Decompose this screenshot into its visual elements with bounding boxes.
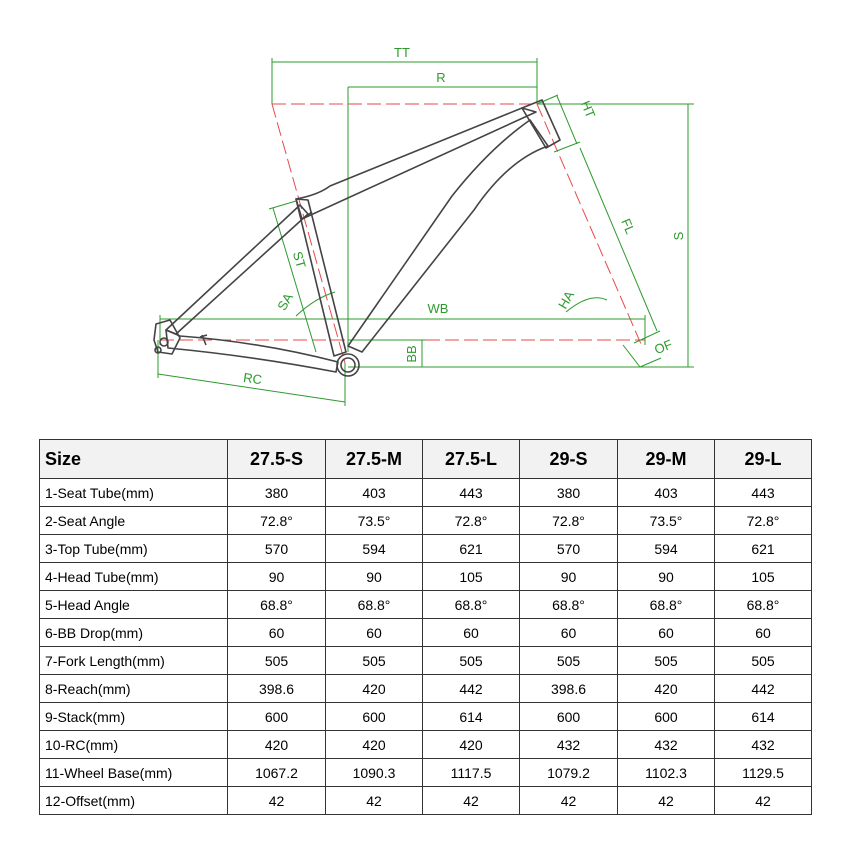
value-cell: 72.8° — [520, 507, 618, 535]
value-cell: 398.6 — [228, 675, 326, 703]
row-label-cell: 4-Head Tube(mm) — [40, 563, 228, 591]
table-row — [40, 535, 812, 563]
header-cell: 27.5-M — [326, 440, 423, 479]
seat-tube-centerline — [272, 104, 345, 363]
down-tube — [348, 120, 548, 352]
reach-label: R — [436, 70, 446, 85]
value-cell: 570 — [228, 535, 326, 563]
value-cell: 600 — [618, 703, 715, 731]
value-cell: 442 — [715, 675, 812, 703]
value-cell: 90 — [228, 563, 326, 591]
value-cell: 432 — [520, 731, 618, 759]
value-cell: 60 — [228, 619, 326, 647]
value-cell: 420 — [423, 731, 520, 759]
table-body — [40, 479, 812, 815]
seat-stay — [166, 205, 308, 334]
value-cell: 72.8° — [228, 507, 326, 535]
value-cell: 600 — [520, 703, 618, 731]
value-cell: 42 — [423, 787, 520, 815]
value-cell: 443 — [423, 479, 520, 507]
stack-label: S — [671, 231, 686, 241]
table-row — [40, 619, 812, 647]
value-cell: 73.5° — [326, 507, 423, 535]
value-cell: 621 — [715, 535, 812, 563]
offset-label: OF — [652, 336, 675, 358]
value-cell: 105 — [715, 563, 812, 591]
head-tube-label: HT — [577, 98, 599, 121]
header-cell: 29-L — [715, 440, 812, 479]
head-tube-dimension-line — [557, 96, 577, 144]
header-cell: 27.5-S — [228, 440, 326, 479]
value-cell: 420 — [326, 675, 423, 703]
value-cell: 614 — [715, 703, 812, 731]
value-cell: 42 — [326, 787, 423, 815]
value-cell: 432 — [715, 731, 812, 759]
value-cell: 90 — [520, 563, 618, 591]
fork-length-label: FL — [618, 216, 639, 237]
row-label-cell: 2-Seat Angle — [40, 507, 228, 535]
offset-dimension-line — [623, 345, 640, 367]
value-cell: 594 — [326, 535, 423, 563]
value-cell: 614 — [423, 703, 520, 731]
value-cell: 72.8° — [423, 507, 520, 535]
value-cell: 60 — [326, 619, 423, 647]
chainstay-label: RC — [242, 369, 263, 388]
table-row — [40, 507, 812, 535]
value-cell: 1079.2 — [520, 759, 618, 787]
value-cell: 600 — [228, 703, 326, 731]
table-row — [40, 731, 812, 759]
table-row — [40, 563, 812, 591]
value-cell: 505 — [618, 647, 715, 675]
value-cell: 68.8° — [618, 591, 715, 619]
value-cell: 505 — [423, 647, 520, 675]
value-cell: 60 — [618, 619, 715, 647]
value-cell: 621 — [423, 535, 520, 563]
row-label-cell: 7-Fork Length(mm) — [40, 647, 228, 675]
value-cell: 443 — [715, 479, 812, 507]
value-cell: 105 — [423, 563, 520, 591]
value-cell: 68.8° — [326, 591, 423, 619]
center-lines — [160, 104, 645, 363]
row-label-cell: 6-BB Drop(mm) — [40, 619, 228, 647]
seat-tube-dimension-line — [273, 208, 316, 352]
value-cell: 600 — [326, 703, 423, 731]
value-cell: 73.5° — [618, 507, 715, 535]
dimension-lines — [158, 58, 694, 406]
value-cell: 505 — [520, 647, 618, 675]
table-header-row — [40, 440, 812, 479]
value-cell: 420 — [618, 675, 715, 703]
row-label-cell: 10-RC(mm) — [40, 731, 228, 759]
value-cell: 42 — [520, 787, 618, 815]
value-cell: 68.8° — [423, 591, 520, 619]
value-cell: 420 — [228, 731, 326, 759]
head-tube — [522, 100, 560, 148]
geometry-table — [39, 439, 812, 815]
value-cell: 505 — [228, 647, 326, 675]
table-row — [40, 703, 812, 731]
value-cell: 442 — [423, 675, 520, 703]
row-label-cell: 11-Wheel Base(mm) — [40, 759, 228, 787]
value-cell: 1117.5 — [423, 759, 520, 787]
table-row — [40, 675, 812, 703]
fork-length-dimension-line — [580, 148, 657, 331]
value-cell: 60 — [423, 619, 520, 647]
chain-stay — [166, 330, 338, 372]
value-cell: 42 — [228, 787, 326, 815]
value-cell: 380 — [228, 479, 326, 507]
table-row — [40, 787, 812, 815]
bb-drop-label: BB — [404, 345, 419, 363]
value-cell: 594 — [618, 535, 715, 563]
table-row — [40, 759, 812, 787]
value-cell: 1129.5 — [715, 759, 812, 787]
row-label-cell: 3-Top Tube(mm) — [40, 535, 228, 563]
value-cell: 1102.3 — [618, 759, 715, 787]
header-cell: Size — [40, 440, 228, 479]
row-label-cell: 8-Reach(mm) — [40, 675, 228, 703]
table-row — [40, 647, 812, 675]
value-cell: 72.8° — [715, 507, 812, 535]
table-row — [40, 591, 812, 619]
value-cell: 570 — [520, 535, 618, 563]
bike-frame — [154, 100, 560, 376]
row-label-cell: 5-Head Angle — [40, 591, 228, 619]
value-cell: 398.6 — [520, 675, 618, 703]
value-cell: 68.8° — [715, 591, 812, 619]
header-cell: 29-S — [520, 440, 618, 479]
value-cell: 68.8° — [228, 591, 326, 619]
value-cell: 68.8° — [520, 591, 618, 619]
value-cell: 90 — [618, 563, 715, 591]
row-label-cell: 1-Seat Tube(mm) — [40, 479, 228, 507]
header-cell: 29-M — [618, 440, 715, 479]
table-row — [40, 479, 812, 507]
value-cell: 60 — [520, 619, 618, 647]
value-cell: 505 — [715, 647, 812, 675]
head-angle-label: HA — [555, 288, 578, 312]
value-cell: 1090.3 — [326, 759, 423, 787]
value-cell: 403 — [326, 479, 423, 507]
row-label-cell: 12-Offset(mm) — [40, 787, 228, 815]
value-cell: 60 — [715, 619, 812, 647]
value-cell: 403 — [618, 479, 715, 507]
header-cell: 27.5-L — [423, 440, 520, 479]
value-cell: 432 — [618, 731, 715, 759]
seat-tube-label: ST — [289, 249, 309, 270]
value-cell: 42 — [715, 787, 812, 815]
value-cell: 90 — [326, 563, 423, 591]
seat-angle-label: SA — [274, 290, 296, 314]
value-cell: 505 — [326, 647, 423, 675]
value-cell: 420 — [326, 731, 423, 759]
tt-label: TT — [394, 45, 410, 60]
row-label-cell: 9-Stack(mm) — [40, 703, 228, 731]
wheelbase-label: WB — [427, 301, 449, 316]
top-tube — [296, 108, 536, 219]
value-cell: 380 — [520, 479, 618, 507]
value-cell: 42 — [618, 787, 715, 815]
value-cell: 1067.2 — [228, 759, 326, 787]
